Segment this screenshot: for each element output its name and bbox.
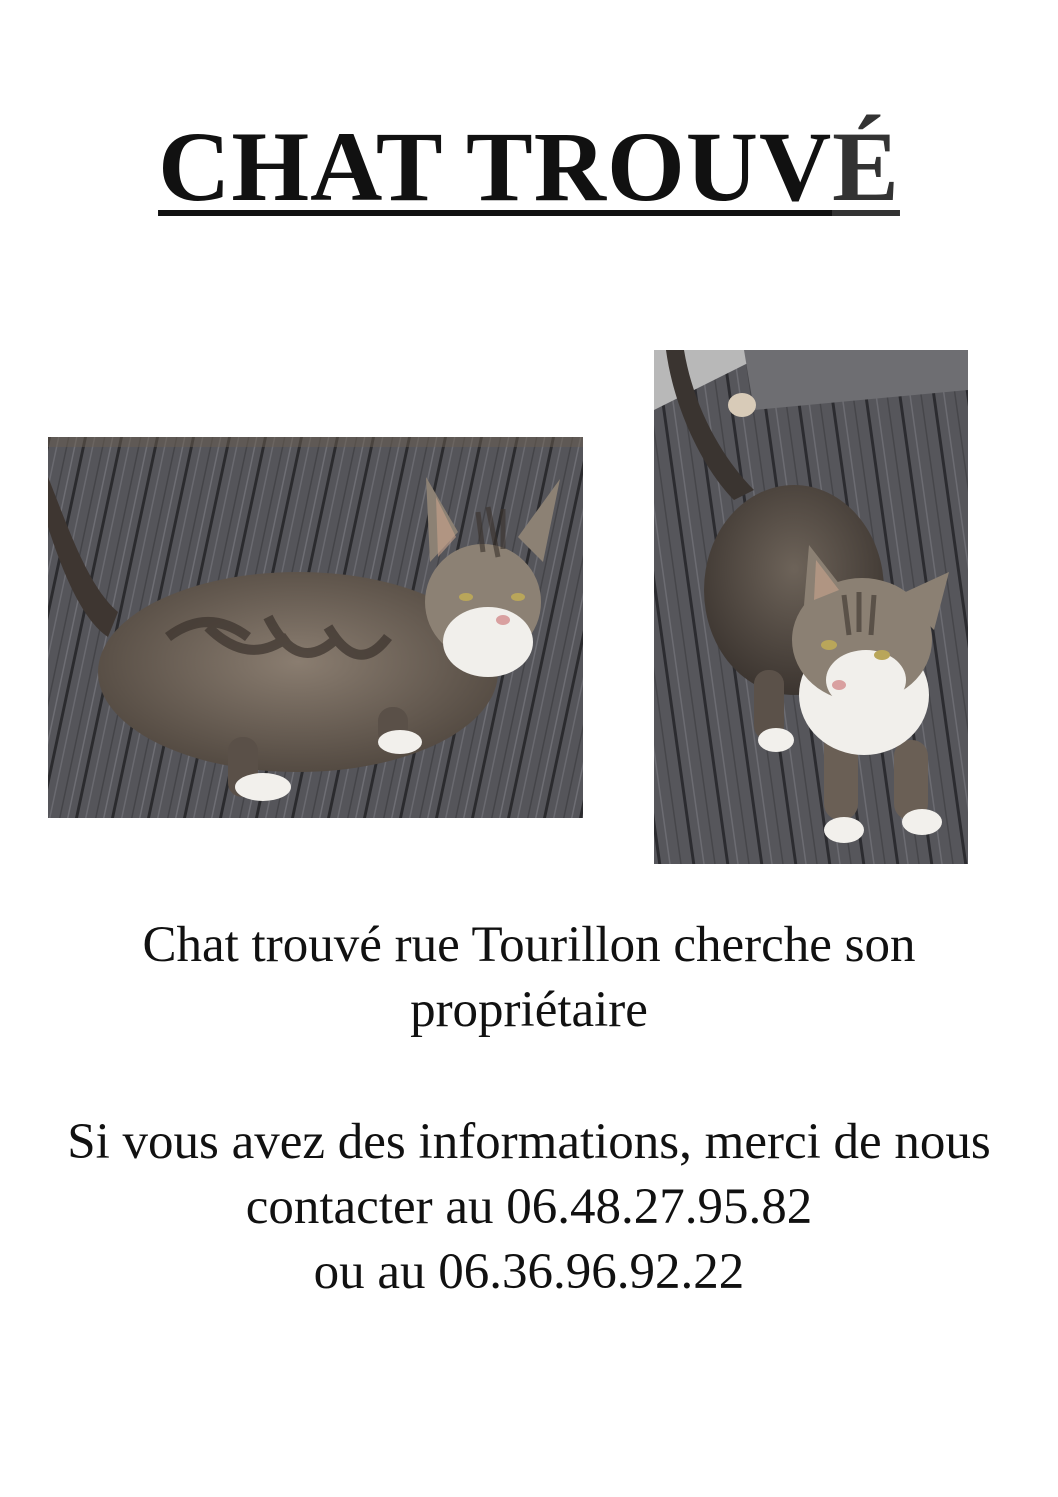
title-text (158, 111, 900, 222)
cat-photo-icon (48, 437, 583, 818)
flyer-title (0, 108, 1058, 226)
contact-line-2: ou au 06.36.96.92.22 (313, 1244, 745, 1300)
title-accent-letter: É (832, 111, 900, 222)
cat-photo-side (48, 437, 583, 818)
cat-photo-front (654, 350, 968, 864)
title-main: CHAT TROUV (158, 111, 833, 222)
found-message: Chat trouvé rue Tourillon cherche son propriétaire (142, 917, 916, 1038)
contact-message (60, 1110, 998, 1305)
contact-line-1: Si vous avez des informations, merci de nous contacter au 06.48.27.95.82 (67, 1114, 991, 1235)
cat-photo-icon (654, 350, 968, 864)
